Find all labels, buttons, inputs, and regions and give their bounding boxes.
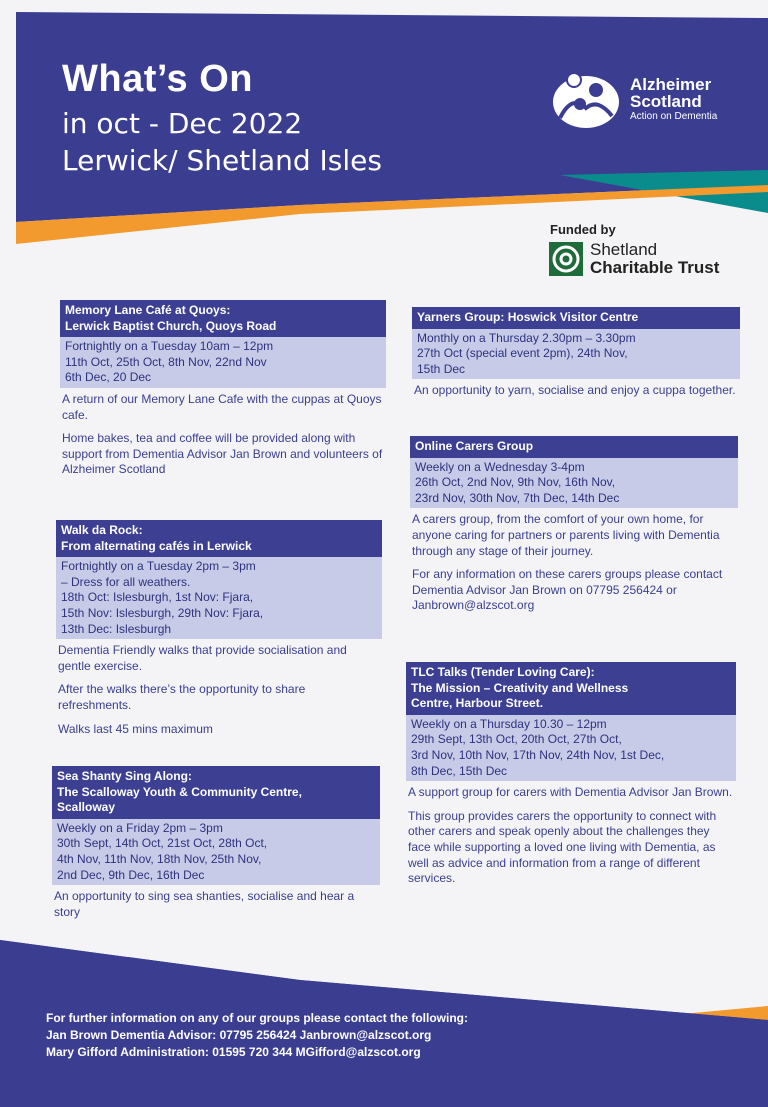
- event-memory-lane: [60, 300, 386, 486]
- event-schedule: Fortnightly on a Tuesday 10am – 12pm 11th Oct, 25th Oct, 8th Nov, 22nd Nov 6th Dec, 20 Dec: [60, 337, 386, 388]
- page-title: What’s On: [62, 58, 253, 100]
- people-icon: [550, 68, 622, 130]
- event-description: A return of our Memory Lane Cafe with the cuppas at Quoys cafe. Home bakes, tea and coffee will be provided along with support from Dementia Advisor Jan Brown and volunteers of Alzheimer Scotland: [62, 391, 383, 477]
- page-dates: in oct - Dec 2022: [62, 107, 303, 140]
- event-schedule: Weekly on a Wednesday 3-4pm 26th Oct, 2nd Nov, 9th Nov, 16th Nov, 23rd Nov, 30th Nov, 7th Dec, 14th Dec: [410, 458, 738, 509]
- alzheimer-scotland-logo: [550, 68, 717, 130]
- logo-name-line2: Scotland: [630, 92, 702, 111]
- event-yarners-group: [412, 307, 740, 407]
- shetland-trust-icon: [548, 241, 584, 277]
- event-description: An opportunity to yarn, socialise and enjoy a cuppa together.: [414, 383, 736, 398]
- logo-name-line1: Alzheimer: [630, 75, 712, 94]
- event-schedule: Weekly on a Thursday 10.30 – 12pm 29th Sept, 13th Oct, 20th Oct, 27th Oct, 3rd Nov, 10th Nov, 17th Nov, 24th Nov, 1st Dec, 8th Dec, 15th Dec: [406, 715, 736, 781]
- event-title: Yarners Group: Hoswick Visitor Centre: [412, 307, 740, 329]
- event-description: A support group for carers with Dementia Advisor Jan Brown. This group provides carers the opportunity to connect with other carers and speak openly about the challenges they face while supporting a loved one living with Dementia, as well as advice and information from a range of different services.: [408, 785, 733, 886]
- event-title: TLC Talks (Tender Loving Care): The Mission – Creativity and Wellness Centre, Harbour Street.: [406, 662, 736, 715]
- logo-tagline: Action on Dementia: [630, 111, 718, 122]
- event-description: Dementia Friendly walks that provide socialisation and gentle exercise. After the walks there’s the opportunity to share refreshments. Walks last 45 mins maximum: [58, 643, 347, 736]
- footer-contact-block: [46, 1010, 468, 1060]
- event-description: A carers group, from the comfort of your own home, for anyone caring for partners or parents living with Dementia through any stage of their journey. For any information on these carers groups please contact Dementia Advisor Jan Brown on 07795 256424 or Janbrown@alzscot.org: [412, 512, 723, 613]
- page-location: Lerwick/ Shetland Isles: [62, 144, 382, 177]
- footer-intro: For further information on any of our groups please contact the following:: [46, 1011, 469, 1025]
- event-walk-da-rock: [56, 520, 382, 745]
- event-online-carers: [410, 436, 738, 622]
- event-schedule: Weekly on a Friday 2pm – 3pm 30th Sept, 14th Oct, 21st Oct, 28th Oct, 4th Nov, 11th Nov, 18th Nov, 25th Nov, 2nd Dec, 9th Dec, 16th Dec: [52, 819, 380, 885]
- event-title: Memory Lane Café at Quoys: Lerwick Baptist Church, Quoys Road: [60, 300, 386, 337]
- event-description: An opportunity to sing sea shanties, socialise and hear a story: [54, 889, 355, 919]
- funded-label: Funded by: [550, 222, 616, 237]
- event-schedule: Fortnightly on a Tuesday 2pm – 3pm – Dress for all weathers. 18th Oct: Islesburgh, 1st Nov: Fjara, 15th Nov: Islesburgh, 29th Nov: Fjara, 13th Dec: Islesburgh: [56, 557, 382, 639]
- event-title: Walk da Rock: From alternating cafés in Lerwick: [56, 520, 382, 557]
- footer-contact-jan: Jan Brown Dementia Advisor: 07795 256424 Janbrown@alzscot.org: [46, 1027, 432, 1042]
- funded-by-block: [548, 222, 719, 277]
- event-title: Sea Shanty Sing Along: The Scalloway Youth & Community Centre, Scalloway: [52, 766, 380, 819]
- event-title: Online Carers Group: [410, 436, 738, 458]
- event-sea-shanty: [52, 766, 380, 928]
- header-title-block: [62, 58, 382, 177]
- funder-line1: Shetland: [590, 240, 658, 260]
- funder-line2: Charitable Trust: [590, 258, 720, 277]
- event-tlc-talks: [406, 662, 736, 895]
- footer-contact-mary: Mary Gifford Administration: 01595 720 344 MGifford@alzscot.org: [46, 1044, 421, 1059]
- event-schedule: Monthly on a Thursday 2.30pm – 3.30pm 27th Oct (special event 2pm), 24th Nov, 15th Dec: [412, 329, 740, 380]
